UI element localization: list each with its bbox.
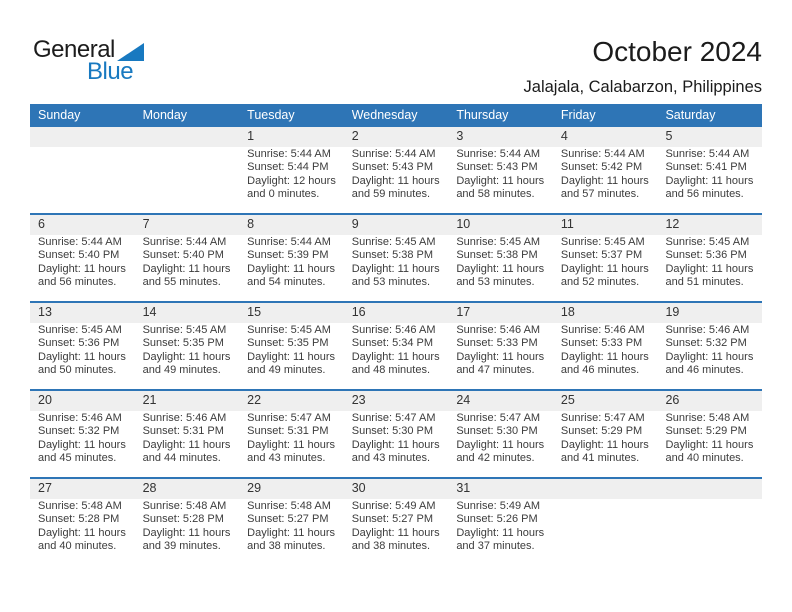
day-cell-line: Sunrise: 5:45 AM <box>665 236 750 248</box>
weekday-header-thursday: Thursday <box>456 108 509 122</box>
day-number-band <box>30 479 762 499</box>
day-cell-line: Sunrise: 5:46 AM <box>560 324 645 336</box>
weekday-header-saturday: Saturday <box>665 108 716 122</box>
weekday-header-friday: Friday <box>560 108 596 122</box>
day-cell <box>448 323 553 389</box>
day-cell-line: Daylight: 11 hours <box>247 526 336 539</box>
day-cell <box>553 411 658 477</box>
day-cell-line: Daylight: 11 hours <box>665 174 754 187</box>
day-number: 24 <box>456 393 471 407</box>
day-number: 22 <box>247 393 262 407</box>
day-cell-line: Daylight: 11 hours <box>38 262 126 275</box>
day-cell-line: Sunset: 5:31 PM <box>142 425 224 438</box>
empty-day-cell <box>135 147 240 213</box>
day-cell-line: Sunset: 5:43 PM <box>456 161 538 174</box>
day-number: 30 <box>351 481 366 495</box>
day-cell-line: and 40 minutes. <box>38 540 117 553</box>
day-number-band <box>30 391 762 411</box>
day-cell-line: and 51 minutes. <box>665 276 744 289</box>
day-cell-line: Sunrise: 5:46 AM <box>456 324 541 336</box>
day-cell-line: and 53 minutes. <box>351 276 431 289</box>
day-cell-line: and 56 minutes. <box>665 188 744 201</box>
day-cell <box>135 235 240 301</box>
day-cell-line: Daylight: 11 hours <box>351 262 440 275</box>
day-cell-line: and 43 minutes. <box>247 452 326 465</box>
day-number: 28 <box>142 481 157 495</box>
day-cell <box>448 499 553 565</box>
day-cell <box>344 235 449 301</box>
day-cell-line: Sunset: 5:33 PM <box>560 337 643 350</box>
day-cell-line: Sunrise: 5:44 AM <box>38 236 122 248</box>
day-cell-line: Sunrise: 5:49 AM <box>456 500 541 512</box>
day-number: 26 <box>665 393 680 407</box>
day-cell-line: Daylight: 11 hours <box>665 262 754 275</box>
page-title: October 2024 <box>592 36 762 67</box>
day-number: 1 <box>247 129 255 143</box>
day-cell-line: and 57 minutes. <box>560 188 640 201</box>
day-cell-line: and 46 minutes. <box>665 364 744 377</box>
day-cell-line: Daylight: 11 hours <box>560 350 649 363</box>
day-number: 23 <box>351 393 366 407</box>
day-cell-line: Daylight: 11 hours <box>456 262 545 275</box>
day-cell-line: Sunrise: 5:48 AM <box>665 412 750 424</box>
day-cell <box>344 323 449 389</box>
weekday-header-sunday: Sunday <box>38 108 81 122</box>
day-cell <box>239 411 344 477</box>
day-cell <box>657 147 762 213</box>
day-cell-line: Sunset: 5:29 PM <box>560 425 643 438</box>
page-location: Jalajala, Calabarzon, Philippines <box>523 78 762 96</box>
day-cell-line: Daylight: 11 hours <box>38 350 126 363</box>
day-cell-line: Sunset: 5:26 PM <box>456 513 538 526</box>
day-cell <box>30 323 135 389</box>
day-cell-line: Sunset: 5:28 PM <box>142 513 224 526</box>
day-cell-line: Sunrise: 5:46 AM <box>142 412 227 424</box>
day-number: 18 <box>560 305 575 319</box>
day-number-band <box>30 215 762 235</box>
day-cell-line: Sunrise: 5:44 AM <box>142 236 227 248</box>
day-cell <box>448 411 553 477</box>
day-cell <box>657 323 762 389</box>
day-cell-line: Sunset: 5:40 PM <box>142 249 224 262</box>
day-number: 8 <box>247 217 255 231</box>
week-row <box>30 127 762 213</box>
day-cell-line: Daylight: 11 hours <box>247 350 336 363</box>
day-cell-line: and 58 minutes. <box>456 188 535 201</box>
day-cell-line: Sunset: 5:40 PM <box>38 249 120 262</box>
day-cell-line: Daylight: 11 hours <box>351 174 440 187</box>
day-number-band <box>30 127 762 147</box>
day-cell <box>448 147 553 213</box>
day-cell-line: Sunset: 5:27 PM <box>351 513 434 526</box>
day-cell <box>239 147 344 213</box>
day-cell-line: and 43 minutes. <box>351 452 431 465</box>
day-cell <box>553 235 658 301</box>
day-cell <box>30 499 135 565</box>
calendar-weeks <box>30 127 762 565</box>
day-cell-line: and 38 minutes. <box>247 540 326 553</box>
day-cell-line: Sunrise: 5:46 AM <box>38 412 122 424</box>
day-cell-line: Sunset: 5:35 PM <box>247 337 329 350</box>
day-number: 10 <box>456 217 471 231</box>
day-cell-line: Sunrise: 5:45 AM <box>456 236 541 248</box>
day-cell-line: Sunset: 5:30 PM <box>456 425 538 438</box>
day-cell <box>344 411 449 477</box>
empty-day-number <box>553 479 658 499</box>
day-cell-line: Sunrise: 5:47 AM <box>247 412 331 424</box>
week-content-row <box>30 147 762 213</box>
day-number: 3 <box>456 129 464 143</box>
day-cell-line: Daylight: 11 hours <box>38 438 126 451</box>
day-cell-line: Sunset: 5:36 PM <box>38 337 120 350</box>
day-cell <box>553 323 658 389</box>
day-cell-line: Sunset: 5:38 PM <box>351 249 434 262</box>
day-cell-line: and 49 minutes. <box>142 364 221 377</box>
day-cell-line: Sunrise: 5:48 AM <box>38 500 122 512</box>
day-cell <box>344 147 449 213</box>
day-cell-line: Sunset: 5:31 PM <box>247 425 329 438</box>
calendar <box>30 104 762 565</box>
day-cell-line: Sunset: 5:43 PM <box>351 161 434 174</box>
day-cell-line: Sunset: 5:35 PM <box>142 337 224 350</box>
logo-text-blue: Blue <box>87 58 134 85</box>
day-cell-line: Daylight: 11 hours <box>351 438 440 451</box>
day-cell-line: Daylight: 11 hours <box>142 262 231 275</box>
day-cell-line: Sunrise: 5:48 AM <box>247 500 331 512</box>
week-row <box>30 301 762 389</box>
day-number: 6 <box>38 217 45 231</box>
day-cell-line: Sunrise: 5:44 AM <box>247 148 331 160</box>
day-number: 11 <box>560 217 574 231</box>
day-cell-line: Sunrise: 5:45 AM <box>142 324 227 336</box>
day-cell-line: Sunrise: 5:44 AM <box>456 148 541 160</box>
day-cell-line: Sunset: 5:44 PM <box>247 161 329 174</box>
day-number: 29 <box>247 481 262 495</box>
day-cell-line: Sunrise: 5:47 AM <box>560 412 645 424</box>
day-cell-line: Daylight: 11 hours <box>560 262 649 275</box>
day-number: 4 <box>560 129 568 143</box>
day-cell-line: and 42 minutes. <box>456 452 535 465</box>
week-row <box>30 213 762 301</box>
day-cell-line: Sunrise: 5:44 AM <box>247 236 331 248</box>
day-cell <box>657 411 762 477</box>
day-number: 7 <box>142 217 150 231</box>
day-cell-line: Sunset: 5:36 PM <box>665 249 747 262</box>
day-cell-line: Sunrise: 5:45 AM <box>560 236 645 248</box>
day-cell <box>30 411 135 477</box>
day-cell-line: Sunrise: 5:48 AM <box>142 500 227 512</box>
empty-day-number <box>30 127 135 147</box>
week-content-row <box>30 323 762 389</box>
day-cell-line: Daylight: 11 hours <box>38 526 126 539</box>
day-cell-line: Sunrise: 5:46 AM <box>351 324 436 336</box>
day-cell-line: Sunset: 5:34 PM <box>351 337 434 350</box>
day-cell-line: Sunset: 5:30 PM <box>351 425 434 438</box>
day-cell-line: Sunrise: 5:44 AM <box>560 148 645 160</box>
day-cell-line: Daylight: 11 hours <box>142 526 231 539</box>
empty-day-cell <box>553 499 658 565</box>
day-cell-line: and 49 minutes. <box>247 364 326 377</box>
day-number: 13 <box>38 305 52 319</box>
day-cell-line: and 45 minutes. <box>38 452 117 465</box>
day-number: 27 <box>38 481 52 495</box>
day-cell-line: Sunrise: 5:47 AM <box>351 412 436 424</box>
day-cell-line: and 52 minutes. <box>560 276 640 289</box>
day-cell-line: Sunrise: 5:44 AM <box>351 148 436 160</box>
day-cell-line: Sunset: 5:27 PM <box>247 513 329 526</box>
day-cell-line: Daylight: 11 hours <box>665 350 754 363</box>
day-cell <box>657 235 762 301</box>
week-content-row <box>30 235 762 301</box>
day-cell-line: Sunrise: 5:45 AM <box>38 324 122 336</box>
day-cell-line: Daylight: 11 hours <box>351 350 440 363</box>
empty-day-number <box>657 479 762 499</box>
day-cell-line: Sunset: 5:28 PM <box>38 513 120 526</box>
day-cell-line: and 48 minutes. <box>351 364 431 377</box>
weekday-header-wednesday: Wednesday <box>351 108 418 122</box>
day-cell-line: and 46 minutes. <box>560 364 640 377</box>
day-cell-line: and 40 minutes. <box>665 452 744 465</box>
day-cell <box>344 499 449 565</box>
day-cell-line: Daylight: 11 hours <box>665 438 754 451</box>
week-content-row <box>30 411 762 477</box>
day-cell-line: Sunrise: 5:49 AM <box>351 500 436 512</box>
day-cell-line: Sunset: 5:42 PM <box>560 161 643 174</box>
day-cell-line: Sunset: 5:41 PM <box>665 161 747 174</box>
day-cell <box>135 323 240 389</box>
day-cell-line: Sunset: 5:32 PM <box>665 337 747 350</box>
day-cell-line: Daylight: 11 hours <box>456 438 545 451</box>
day-cell-line: and 37 minutes. <box>456 540 535 553</box>
day-number-band <box>30 303 762 323</box>
day-number: 15 <box>247 305 262 319</box>
weekday-header-tuesday: Tuesday <box>247 108 295 122</box>
week-content-row <box>30 499 762 565</box>
day-cell-line: Sunset: 5:39 PM <box>247 249 329 262</box>
day-cell-line: Daylight: 11 hours <box>351 526 440 539</box>
day-number: 25 <box>560 393 575 407</box>
day-cell-line: Sunset: 5:29 PM <box>665 425 747 438</box>
day-cell-line: Sunrise: 5:44 AM <box>665 148 750 160</box>
day-number: 21 <box>142 393 157 407</box>
day-number: 14 <box>142 305 157 319</box>
weekday-header-row <box>30 104 762 127</box>
day-cell <box>239 499 344 565</box>
day-cell-line: Sunset: 5:32 PM <box>38 425 120 438</box>
day-number: 19 <box>665 305 680 319</box>
day-cell-line: and 56 minutes. <box>38 276 117 289</box>
weekday-header-monday: Monday <box>142 108 188 122</box>
day-number: 16 <box>351 305 366 319</box>
day-cell <box>135 499 240 565</box>
day-cell-line: Daylight: 11 hours <box>247 438 336 451</box>
day-number: 2 <box>351 129 359 143</box>
day-cell <box>30 235 135 301</box>
day-number: 12 <box>665 217 680 231</box>
day-cell-line: and 44 minutes. <box>142 452 221 465</box>
day-cell-line: Daylight: 11 hours <box>560 174 649 187</box>
day-cell-line: Daylight: 11 hours <box>247 262 336 275</box>
week-row <box>30 389 762 477</box>
day-cell-line: Daylight: 11 hours <box>142 438 231 451</box>
day-cell-line: Daylight: 11 hours <box>560 438 649 451</box>
logo-text-general: General <box>33 36 115 63</box>
day-number: 20 <box>38 393 52 407</box>
day-cell-line: Daylight: 11 hours <box>456 526 545 539</box>
day-cell-line: and 55 minutes. <box>142 276 221 289</box>
day-cell-line: Sunset: 5:33 PM <box>456 337 538 350</box>
general-blue-logo <box>33 36 163 85</box>
day-number: 31 <box>456 481 471 495</box>
empty-day-cell <box>30 147 135 213</box>
day-number: 9 <box>351 217 359 231</box>
day-number: 17 <box>456 305 471 319</box>
day-cell-line: and 50 minutes. <box>38 364 117 377</box>
day-cell-line: Sunrise: 5:45 AM <box>247 324 331 336</box>
day-cell <box>135 411 240 477</box>
empty-day-number <box>135 127 240 147</box>
day-cell-line: and 41 minutes. <box>560 452 640 465</box>
day-cell <box>239 323 344 389</box>
day-cell-line: Sunrise: 5:45 AM <box>351 236 436 248</box>
day-cell-line: Sunrise: 5:46 AM <box>665 324 750 336</box>
day-number: 5 <box>665 129 673 143</box>
day-cell-line: and 53 minutes. <box>456 276 535 289</box>
day-cell-line: and 0 minutes. <box>247 188 320 201</box>
day-cell-line: and 59 minutes. <box>351 188 431 201</box>
day-cell-line: Sunset: 5:38 PM <box>456 249 538 262</box>
day-cell <box>448 235 553 301</box>
day-cell-line: and 38 minutes. <box>351 540 431 553</box>
day-cell-line: Daylight: 12 hours <box>247 174 336 187</box>
week-row <box>30 477 762 565</box>
day-cell <box>553 147 658 213</box>
day-cell-line: and 39 minutes. <box>142 540 221 553</box>
empty-day-cell <box>657 499 762 565</box>
day-cell-line: Sunset: 5:37 PM <box>560 249 643 262</box>
day-cell-line: Daylight: 11 hours <box>456 350 545 363</box>
day-cell-line: and 47 minutes. <box>456 364 535 377</box>
day-cell-line: and 54 minutes. <box>247 276 326 289</box>
day-cell <box>239 235 344 301</box>
day-cell-line: Sunrise: 5:47 AM <box>456 412 541 424</box>
day-cell-line: Daylight: 11 hours <box>142 350 231 363</box>
day-cell-line: Daylight: 11 hours <box>456 174 545 187</box>
